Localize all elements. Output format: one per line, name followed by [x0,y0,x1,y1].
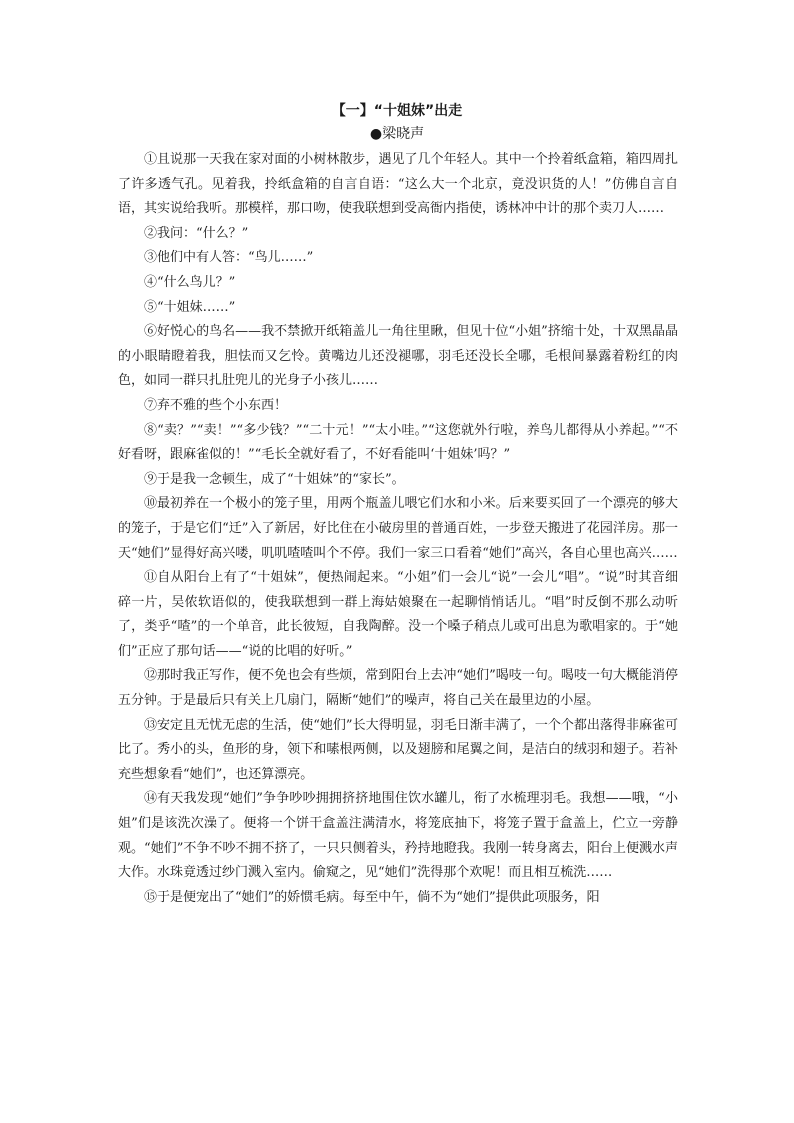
paragraph-10: ⑩最初养在一个极小的笼子里，用两个瓶盖儿喂它们水和小米。后来要买回了一个漂亮的够大的笼子，于是它们“迁”入了新居，好比住在小破房里的普通百姓，一步登天搬进了花园洋房。那一天“她们”显得好高兴喽，叽叽喳喳叫个不停。我们一家三口看着“她们”高兴，各自心里也高兴…… [118,496,678,561]
paragraph-13: ⑬安定且无忧无虑的生活，使“她们”长大得明显，羽毛日渐丰满了，一个个都出落得非麻雀可比了。秀小的头，鱼形的身，领下和嗉根两侧，以及翅膀和尾翼之间，是洁白的绒羽和翅子。若补充些想象看“她们”，也还算漂亮。 [118,717,678,782]
paragraph-9: ⑨于是我一念顿生，成了“十姐妹”的“家长”。 [144,471,405,487]
paragraph-1: ①且说那一天我在家对面的小树林散步，遇见了几个年轻人。其中一个拎着纸盒箱，箱四周扎了许多透气孔。见着我，拎纸盒箱的自言自语：“这么大一个北京，竟没识货的人！”仿佛自言自语，其实说给我听。那模样，那口吻，使我联想到受高衙内指使，诱林冲中计的那个卖刀人…… [118,152,678,217]
article-title: 【一】“十姐妹”出走 [331,103,463,119]
paragraph-11: ⑪自从阳台上有了“十姐妹”，便热闹起来。“小姐”们一会儿“说”一会儿“唱”。“说”时其音细碎一片，吴侬软语似的，使我联想到一群上海姑娘聚在一起聊悄悄话儿。“唱”时反倒不那么动听了，类乎“喳”的一个单音，此长彼短，自我陶醉。没一个嗓子稍点儿或可出息为歌唱家的。于“她们”正应了那句话——“说的比唱的好听。” [118,570,678,659]
paragraph-7: ⑦弃不雅的些个小东西！ [144,397,288,413]
paragraph-14: ⑭有天我发现“她们”争争吵吵拥拥挤挤地围住饮水罐儿，衔了水梳理羽毛。我想——哦，“小姐”们是该洗次澡了。便将一个饼干盒盖注满清水，将笼底抽下，将笼子置于盒盖上，伫立一旁静观。“她们”不争不吵不拥不挤了，一只只侧着头，矜持地瞪我。我刚一转身离去，阳台上便溅水声大作。水珠竟透过纱门溅入室内。偷窥之，见“她们”洗得那个欢呢！而且相互梳洗…… [118,791,678,881]
article-body [118,148,678,910]
paragraph-3: ③他们中有人答：“鸟儿……” [144,250,314,266]
paragraph-12: ⑫那时我正写作，便不免也会有些烦，常到阳台上去冲“她们”喝吱一句。喝吱一句大概能消停五分钟。于是最后只有关上几扇门，隔断“她们”的噪声，将自己关在最里边的小屋。 [118,668,678,709]
paragraph-8: ⑧“卖？”“卖！”“多少钱？”“二十元！”“太小哇。”“这您就外行啦，养鸟儿都得从小养起。”“不好看呀，跟麻雀似的！”“毛长全就好看了，不好看能叫‘十姐妹’吗？” [118,422,678,463]
paragraph-4: ④“什么鸟儿？” [144,274,236,290]
paragraph-6: ⑥好悦心的鸟名——我不禁掀开纸箱盖儿一角往里瞅，但见十位“小姐”挤缩十处，十双黑晶晶的小眼睛瞪着我，胆怯而又乞怜。黄嘴边儿还没褪哪，羽毛还没长全哪，毛根间暴露着粉红的肉色，如同一群只扎肚兜儿的光身子小孩儿…… [118,324,678,389]
paragraph-15: ⑮于是便宠出了“她们”的娇惯毛病。每至中午，倘不为“她们”提供此项服务，阳 [144,889,600,905]
paragraph-5: ⑤“十姐妹……” [144,299,236,315]
paragraph-2: ②我问：“什么？” [144,225,249,241]
article-author: ●梁晓声 [369,126,425,142]
